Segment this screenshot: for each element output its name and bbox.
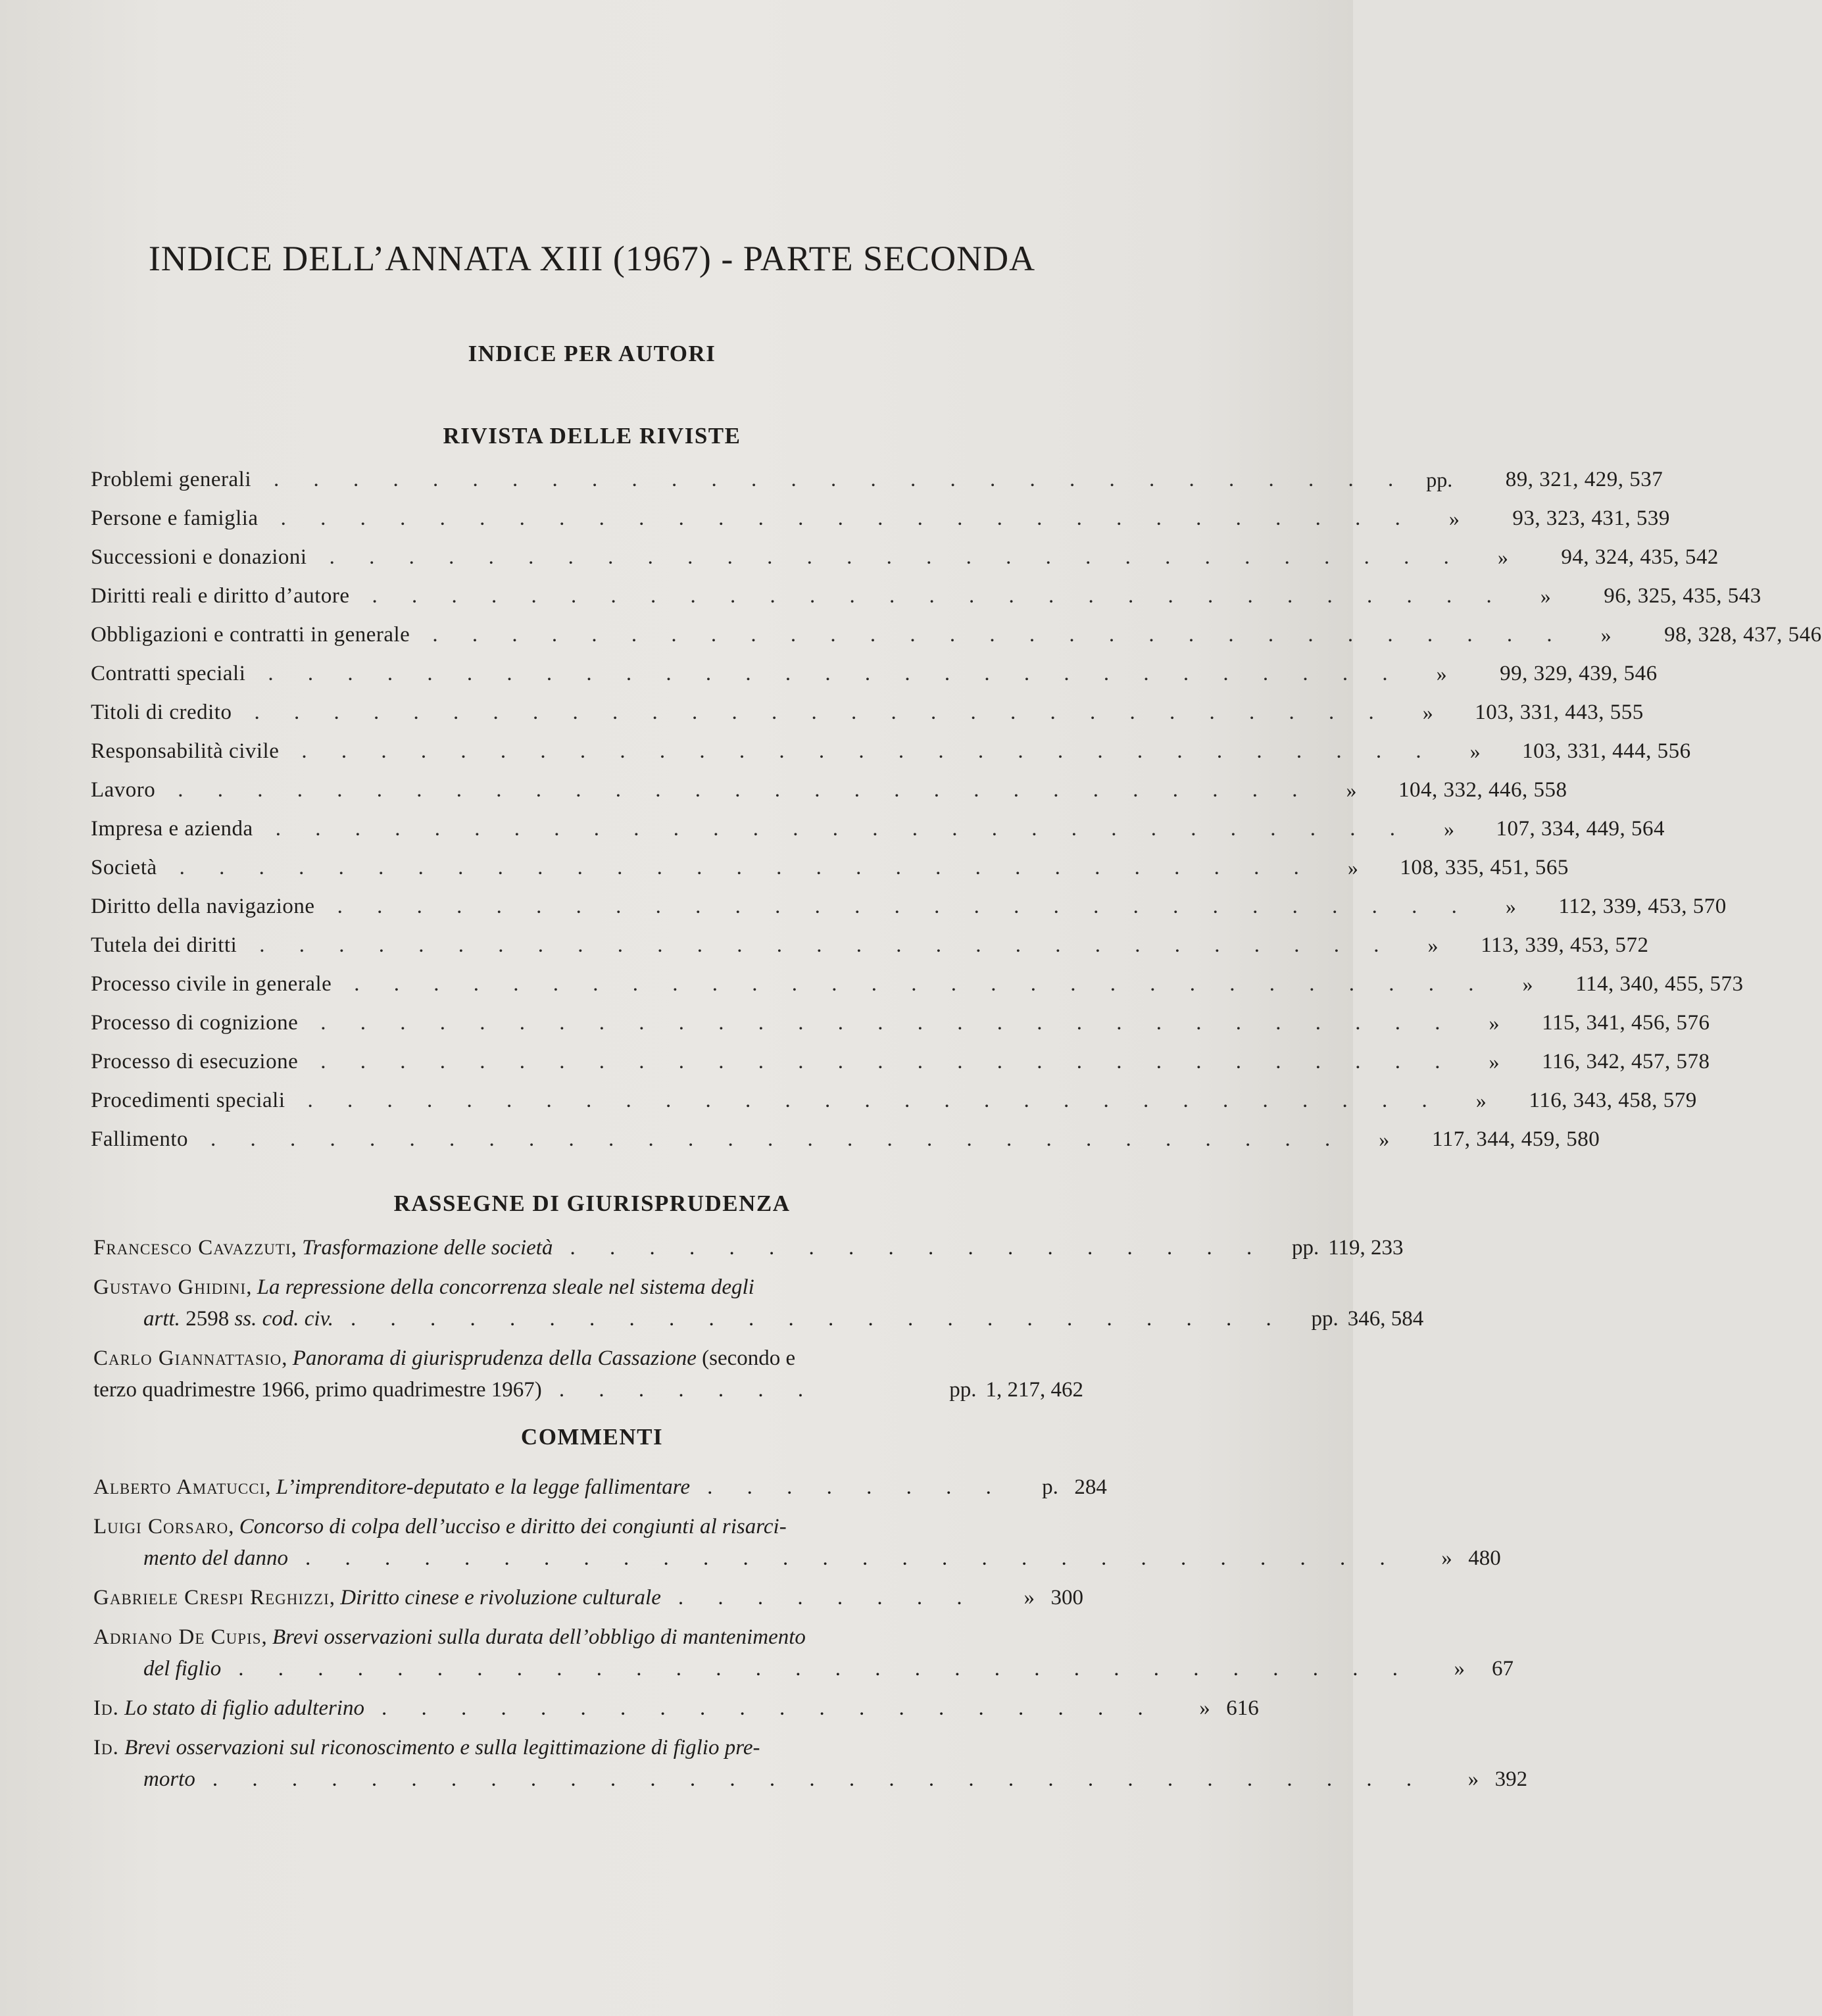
list-item: Francesco Cavazzuti, Trasformazione delle società . . . . . . . . . . . . . . . . . . pp. 119, 233: [93, 1232, 1083, 1264]
leader-dots: . . . . . . . .: [677, 1586, 977, 1610]
entry-title: La repressione della concorrenza sleale nel sistema degli: [257, 1275, 754, 1299]
section-heading-rassegne: RASSEGNE DI GIURISPRUDENZA: [393, 1191, 791, 1216]
page-prefix: »: [1443, 817, 1454, 841]
leader-dots: . . . . . . . . . . . . . . . . . . . . . . . . . . . . .: [210, 1127, 1345, 1151]
entry-author: Gabriele Crespi Reghizzi: [93, 1586, 330, 1610]
list-item: [93, 1732, 1528, 1795]
leader-dots: . . . . . . . . . . . . . . . . . . . . . . . . . . . . .: [178, 778, 1312, 802]
toc-label: Problemi generali: [91, 468, 252, 491]
entry-title: Brevi osservazioni sulla durata dell’obbligo di mantenimento: [272, 1625, 806, 1649]
rivista-toc: [91, 460, 1822, 1159]
entry-title: Lo stato di figlio adulterino: [124, 1696, 364, 1720]
list-item: Carlo Giannattasio, Panorama di giurisprudenza della Cassazione (secondo e terzo quadrimestre 1966, primo quadrimestre 1967) . . . . . . . pp. 1, 217, 462: [93, 1342, 1083, 1406]
entry-author: Gustavo Ghidini: [93, 1275, 247, 1299]
entry-title-cont: ss. cod. civ.: [234, 1307, 334, 1331]
toc-label: Processo civile in generale: [91, 972, 332, 996]
page-prefix: »: [1346, 778, 1357, 802]
entry-title: Brevi osservazioni sul riconoscimento e sulla legittimazione di figlio pre-: [124, 1736, 760, 1759]
toc-label: Società: [91, 856, 157, 879]
entry-title: Concorso di colpa dell’ucciso e diritto dei congiunti al risarci-: [239, 1515, 787, 1538]
toc-label: Contratti speciali: [91, 662, 246, 685]
page-prefix: »: [1422, 701, 1433, 724]
page-prefix: »: [1436, 662, 1447, 685]
entry-title-cont: artt.: [143, 1307, 180, 1331]
leader-dots: . . . . . . . . . . . . . . . . . . . . . . . . . . . . . .: [238, 1657, 1412, 1681]
toc-row: [91, 1004, 1710, 1043]
list-item: Gabriele Crespi Reghizzi, Diritto cinese e rivoluzione culturale . . . . . . . . » 300: [93, 1582, 1083, 1613]
leader-dots: . . . . . . . . . . . . . . . . . . . . . . . . . . . . .: [320, 1050, 1455, 1073]
toc-label: Titoli di credito: [91, 701, 232, 724]
leader-dots: . . . . . . . . . . . . . . . . . . . . . . . . . . . . .: [268, 662, 1402, 685]
section-heading-indice-autori: INDICE PER AUTORI: [468, 341, 716, 366]
list-item: Adriano De Cupis, Brevi osservazioni sulla durata dell’obbligo di mantenimento del figlio . . . . . . . . . . . . . . . . . . . . . . . . . . . . . . » 67: [93, 1621, 1083, 1684]
leader-dots: . . . . . . . . . . . . . . . . . . . . . . . . . . . . .: [275, 817, 1410, 841]
toc-label: Responsabilità civile: [91, 739, 280, 763]
page-prefix: pp.: [949, 1378, 977, 1402]
page-numbers: 116, 343, 458, 579: [1529, 1089, 1697, 1112]
section-heading-commenti: COMMENTI: [520, 1424, 664, 1450]
page-numbers: 115, 341, 456, 576: [1542, 1011, 1710, 1035]
page-prefix: »: [1489, 1011, 1500, 1035]
leader-dots: . . . . . . . . . . . . . . . . . . . . . . . . . . . . .: [274, 468, 1408, 491]
list-item: [93, 1692, 1259, 1724]
entry-author: Carlo Giannattasio: [93, 1346, 282, 1370]
entry-title: L’imprenditore-deputato e la legge fallimentare: [276, 1475, 691, 1499]
leader-dots: . . . . . . . . . . . . . . . . . . . . . . . . . . . . .: [259, 933, 1394, 957]
page-numbers: 67: [1492, 1657, 1514, 1681]
rassegne-list: [93, 1232, 1424, 1414]
entry-title: Panorama di giurisprudenza della Cassazione: [292, 1346, 697, 1370]
entry-title: Diritto cinese e rivoluzione culturale: [340, 1586, 661, 1610]
leader-dots: . . . . . . . . . . . . . . . . . . . . . . . . . . . . .: [280, 506, 1415, 530]
page-prefix: »: [1489, 1050, 1500, 1073]
leader-dots: . . . . . . . . . . . . . . . . . .: [570, 1236, 1267, 1260]
toc-label: Processo di esecuzione: [91, 1050, 299, 1073]
toc-row: [91, 887, 1727, 926]
leader-dots: . . . . . . . . . . . . . . . . . . . . . . . . . . . . . . .: [212, 1767, 1427, 1791]
entry-note: terzo quadrimestre 1966, primo quadrimestre 1967): [93, 1378, 542, 1402]
page-prefix: pp.: [1291, 1236, 1319, 1260]
toc-row: [91, 654, 1658, 693]
page-numbers: 112, 339, 453, 570: [1558, 895, 1727, 918]
page-prefix: pp.: [1311, 1307, 1339, 1331]
toc-row: [91, 538, 1719, 577]
page-numbers: 346, 584: [1347, 1307, 1424, 1331]
toc-row: [91, 810, 1665, 848]
page-numbers: 119, 233: [1328, 1236, 1404, 1260]
leader-dots: . . . . . . . . . . . . . . . . . . . . . . . . . . . . .: [329, 545, 1464, 569]
leader-dots: . . . . . . . . . . . . . . . . . . . . . . . . . . . . .: [337, 895, 1471, 918]
toc-row: [91, 1120, 1600, 1159]
toc-row: [91, 577, 1761, 616]
list-item: Gustavo Ghidini, La repressione della concorrenza sleale nel sistema degli artt. 2598 ss. cod. civ. . . . . . . . . . . . . . . . . . . . . . . . . pp. 346, 584: [93, 1271, 1083, 1335]
toc-row: [91, 460, 1663, 499]
toc-label: Impresa e azienda: [91, 817, 253, 841]
page-numbers: 116, 342, 457, 578: [1542, 1050, 1710, 1073]
page-numbers: 99, 329, 439, 546: [1500, 662, 1658, 685]
entry-author: Luigi Corsaro: [93, 1515, 229, 1538]
toc-row: [91, 732, 1691, 771]
page-prefix: »: [1448, 506, 1460, 530]
toc-label: Diritti reali e diritto d’autore: [91, 584, 350, 608]
entry-title-cont: del figlio: [143, 1657, 222, 1681]
page-numbers: 114, 340, 455, 573: [1575, 972, 1744, 996]
page-prefix: »: [1540, 584, 1551, 608]
page-prefix: pp.: [1426, 468, 1453, 491]
leader-dots: . . . . . . .: [558, 1378, 818, 1402]
page-numbers: 103, 331, 444, 556: [1522, 739, 1691, 763]
page-prefix: »: [1379, 1127, 1390, 1151]
page-prefix: »: [1023, 1586, 1035, 1610]
page-numbers: 108, 335, 451, 565: [1400, 856, 1569, 879]
leader-dots: . . . . . . . .: [707, 1475, 1006, 1499]
page-prefix: »: [1600, 623, 1612, 647]
page-numbers: 284: [1074, 1475, 1107, 1499]
entry-author: Alberto Amatucci: [93, 1475, 266, 1499]
leader-dots: . . . . . . . . . . . . . . . . . . . .: [381, 1696, 1158, 1720]
entry-author: Id.: [93, 1696, 119, 1720]
toc-row: [91, 693, 1644, 732]
leader-dots: . . . . . . . . . . . . . . . . . . . . . . . . . . . . .: [372, 584, 1506, 608]
page-numbers: 104, 332, 446, 558: [1398, 778, 1567, 802]
entry-title-num: 2598: [185, 1307, 230, 1331]
toc-row: [91, 926, 1649, 965]
page-numbers: 1, 217, 462: [985, 1378, 1083, 1402]
toc-label: Processo di cognizione: [91, 1011, 299, 1035]
list-item: Alberto Amatucci, L’imprenditore-deputato e la legge fallimentare . . . . . . . . p. 284: [93, 1471, 1083, 1503]
commenti-list: [93, 1471, 1528, 1803]
page-numbers: 113, 339, 453, 572: [1481, 933, 1649, 957]
entry-author: Adriano De Cupis: [93, 1625, 262, 1649]
toc-label: Successioni e donazioni: [91, 545, 307, 569]
toc-row: [91, 848, 1569, 887]
toc-row: [91, 965, 1744, 1004]
page-title: INDICE DELL’ANNATA XIII (1967) - PARTE SECONDA: [148, 239, 1036, 278]
entry-author: Francesco Cavazzuti: [93, 1236, 291, 1260]
toc-label: Obbligazioni e contratti in generale: [91, 623, 410, 647]
toc-label: Diritto della navigazione: [91, 895, 315, 918]
entry-title-cont: morto: [143, 1767, 195, 1791]
toc-label: Persone e famiglia: [91, 506, 259, 530]
toc-row: [91, 1081, 1697, 1120]
entry-author: Id.: [93, 1736, 119, 1759]
section-heading-rivista: RIVISTA DELLE RIVISTE: [443, 423, 741, 449]
page-numbers: 392: [1494, 1767, 1528, 1791]
list-item: Luigi Corsaro, Concorso di colpa dell’ucciso e diritto dei congiunti al risarci- mento del danno . . . . . . . . . . . . . . . . . . . . . . . . . . . . » 480: [93, 1511, 1083, 1574]
page-prefix: »: [1475, 1089, 1487, 1112]
page-prefix: »: [1467, 1767, 1479, 1791]
page-numbers: 98, 328, 437, 546: [1664, 623, 1822, 647]
page-numbers: 480: [1468, 1546, 1501, 1570]
page-prefix: »: [1454, 1657, 1465, 1681]
page-prefix: »: [1522, 972, 1533, 996]
page-prefix: »: [1497, 545, 1508, 569]
page-numbers: 93, 323, 431, 539: [1512, 506, 1670, 530]
entry-title-cont: mento del danno: [143, 1546, 288, 1570]
entry-note: (secondo e: [702, 1346, 796, 1370]
toc-label: Lavoro: [91, 778, 156, 802]
leader-dots: . . . . . . . . . . . . . . . . . . . . . . . . . . . . .: [254, 701, 1389, 724]
page-numbers: 103, 331, 443, 555: [1475, 701, 1644, 724]
toc-row: [91, 1043, 1710, 1081]
leader-dots: . . . . . . . . . . . . . . . . . . . . . . . . . . . . .: [307, 1089, 1442, 1112]
leader-dots: . . . . . . . . . . . . . . . . . . . . . . . . . . . . .: [432, 623, 1567, 647]
toc-row: [91, 771, 1567, 810]
page-prefix: »: [1427, 933, 1439, 957]
page-numbers: 616: [1226, 1696, 1259, 1720]
page-numbers: 107, 334, 449, 564: [1496, 817, 1665, 841]
entry-title: Trasformazione delle società: [302, 1236, 553, 1260]
page-prefix: »: [1347, 856, 1358, 879]
leader-dots: . . . . . . . . . . . . . . . . . . . . . . . . . . . .: [305, 1546, 1400, 1570]
page-prefix: »: [1441, 1546, 1452, 1570]
page-numbers: 117, 344, 459, 580: [1431, 1127, 1600, 1151]
leader-dots: . . . . . . . . . . . . . . . . . . . . . . . . . . . . .: [179, 856, 1314, 879]
page-numbers: 89, 321, 429, 537: [1505, 468, 1663, 491]
page-prefix: »: [1199, 1696, 1210, 1720]
page-numbers: 94, 324, 435, 542: [1561, 545, 1719, 569]
leader-dots: . . . . . . . . . . . . . . . . . . . . . . . .: [351, 1307, 1286, 1331]
page-prefix: »: [1505, 895, 1516, 918]
toc-row: [91, 499, 1670, 538]
page-numbers: 300: [1050, 1586, 1083, 1610]
toc-row: [91, 616, 1822, 654]
toc-label: Fallimento: [91, 1127, 188, 1151]
page-prefix: »: [1469, 739, 1481, 763]
leader-dots: . . . . . . . . . . . . . . . . . . . . . . . . . . . . .: [301, 739, 1436, 763]
leader-dots: . . . . . . . . . . . . . . . . . . . . . . . . . . . . .: [320, 1011, 1455, 1035]
leader-dots: . . . . . . . . . . . . . . . . . . . . . . . . . . . . .: [354, 972, 1489, 996]
page-prefix: p.: [1042, 1475, 1058, 1499]
page-numbers: 96, 325, 435, 543: [1604, 584, 1761, 608]
toc-label: Tutela dei diritti: [91, 933, 237, 957]
toc-label: Procedimenti speciali: [91, 1089, 285, 1112]
